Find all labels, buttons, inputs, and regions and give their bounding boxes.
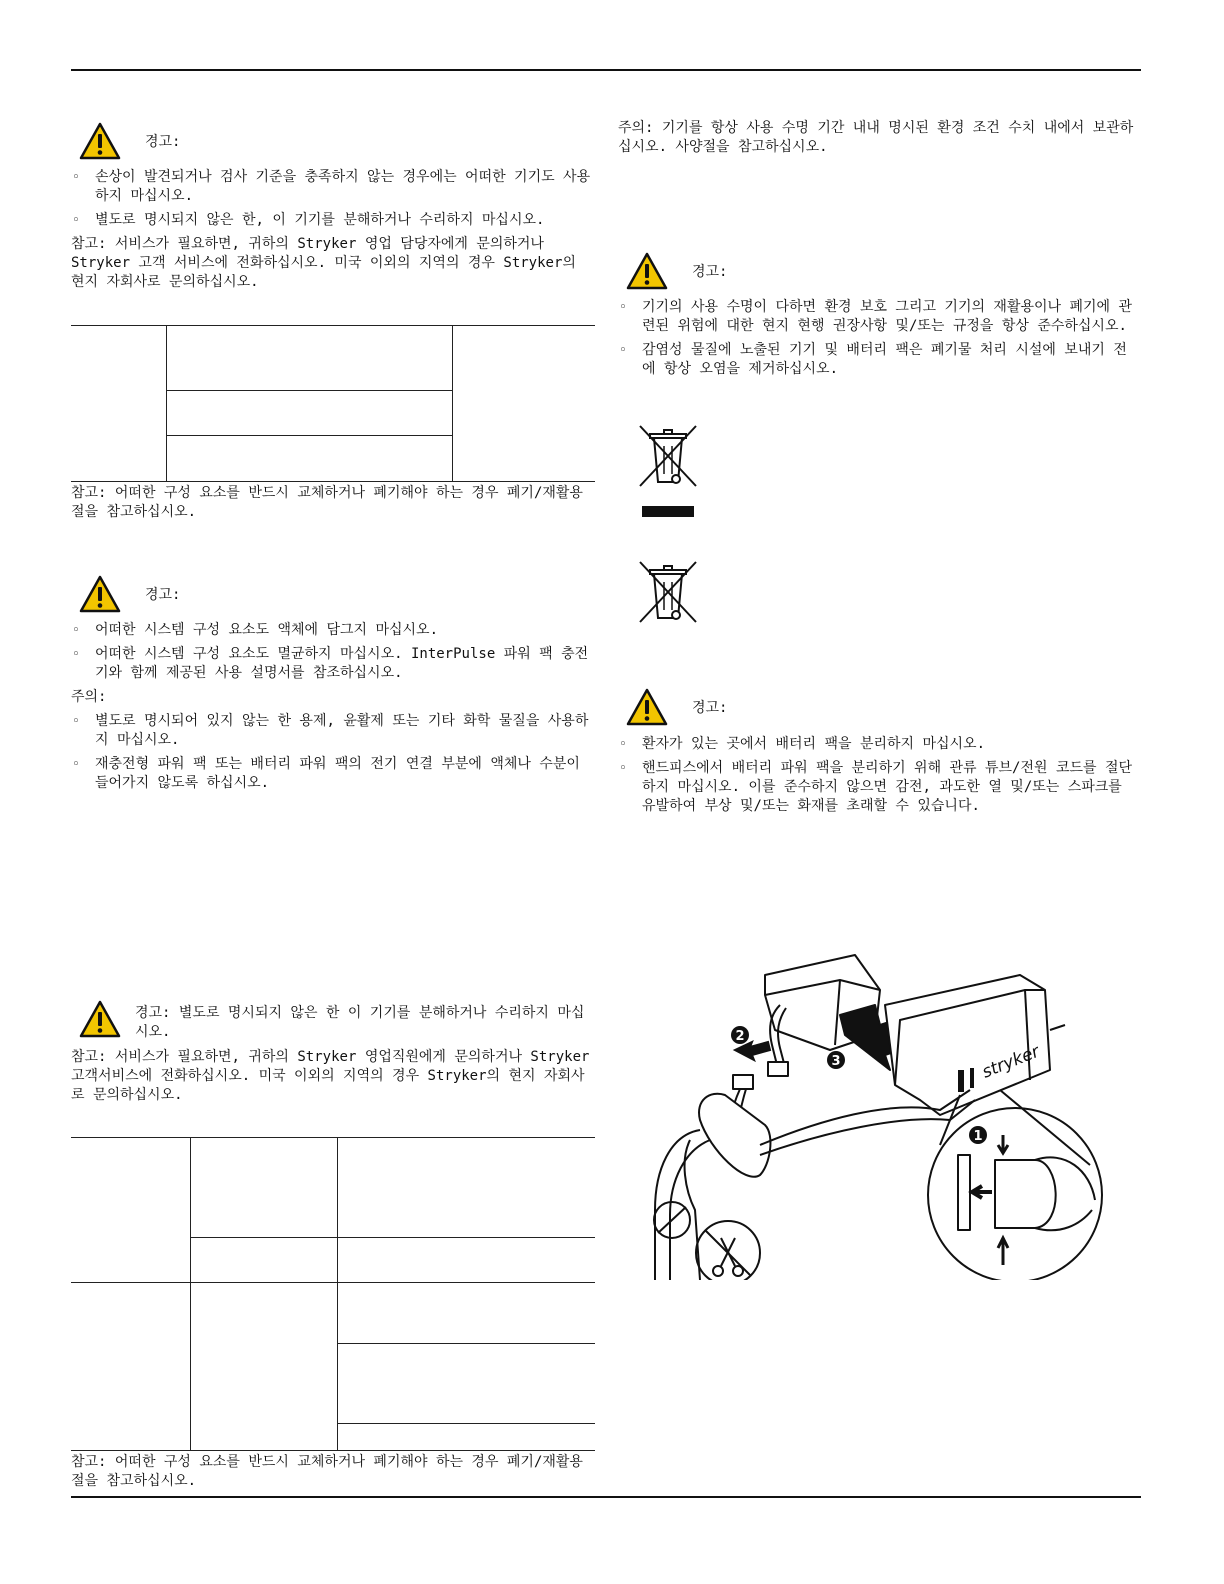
left-warning3-text: 경고: 별도로 명시되지 않은 한 이 기기를 분해하거나 수리하지 마십시오. (135, 1005, 585, 1040)
service-note: 참고: 서비스가 필요하면, 귀하의 Stryker 영업직원에게 문의하거나 Stryker 고객서비스에 전화하십시오. 미국 이외의 지역의 경우 Stryker의 현지 자회사로 문의하십시오. (71, 1049, 590, 1103)
press-down-arrow (998, 1135, 1008, 1153)
crossed-bin-icon (636, 560, 700, 628)
pull-arrow (735, 1042, 770, 1060)
list-item: ◦ 재충전형 파워 팩 또는 배터리 파워 팩의 전기 연결 부분에 액체나 수분이 들어가지 않도록 하십시오. (71, 755, 595, 793)
warning-label: 경고: (145, 587, 181, 603)
warning-icon (626, 688, 668, 726)
crossed-bin-with-bar-icon (636, 424, 700, 517)
top-rule (71, 69, 1141, 71)
battery-removal-figure (640, 950, 1110, 1280)
storage-caution: 주의: 기기를 항상 사용 수명 기간 내내 명시된 환경 조건 수치 내에서 보관하십시오. 사양절을 참고하십시오. (618, 120, 1134, 155)
warning-icon (626, 252, 668, 290)
step-3-badge: 3 (831, 1054, 841, 1069)
warning-label: 경고: (692, 264, 728, 280)
list-item: ◦ 환자가 있는 곳에서 배터리 팩을 분리하지 마십시오. (618, 735, 1140, 754)
list-item: ◦ 어떠한 시스템 구성 요소도 액체에 담그지 마십시오. (71, 621, 595, 640)
right-warning1-header (626, 252, 727, 290)
list-item: ◦ 어떠한 시스템 구성 요소도 멸균하지 마십시오. InterPulse 파워 팩 충전기와 함께 제공된 사용 설명서를 참조하십시오. (71, 645, 595, 683)
left-warning2-header (79, 575, 180, 613)
warning-icon (79, 122, 121, 160)
left-warning1-header (79, 122, 180, 160)
press-up-arrow (998, 1238, 1008, 1265)
warning-label: 경고: (145, 134, 181, 150)
list-item: ◦ 감염성 물질에 노출된 기기 및 배터리 팩은 폐기물 처리 시설에 보내기 전에 항상 오염을 제거하십시오. (618, 341, 1140, 379)
brand-logo: stryker (979, 1041, 1043, 1083)
list-item: ◦ 별도로 명시되어 있지 않는 한 용제, 윤활제 또는 기타 화학 물질을 사용하지 마십시오. (71, 712, 595, 750)
warning-icon (79, 1000, 121, 1038)
warning-icon (79, 575, 121, 613)
disposal-note: 참고: 어떠한 구성 요소를 반드시 교체하거나 폐기해야 하는 경우 폐기/재활용절을 참고하십시오. (71, 485, 583, 520)
right-warning2-header (626, 688, 727, 726)
list-item: ◦ 별도로 명시되지 않은 한, 이 기기를 분해하거나 수리하지 마십시오. (71, 211, 595, 230)
service-note: 참고: 서비스가 필요하면, 귀하의 Stryker 영업 담당자에게 문의하거나 Stryker 고객 서비스에 전화하십시오. 미국 이외의 지역의 경우 Stryker의 현지 자회사로 문의하십시오. (71, 236, 576, 290)
list-item: ◦ 손상이 발견되거나 검사 기준을 충족하지 않는 경우에는 어떠한 기기도 사용하지 마십시오. (71, 168, 595, 206)
slide-arrow (972, 1186, 992, 1198)
right-warning1-body (618, 298, 1140, 384)
disposal-note: 참고: 어떠한 구성 요소를 반드시 교체하거나 폐기해야 하는 경우 폐기/재활용절을 참고하십시오. (71, 1454, 583, 1489)
left-warning1-body (71, 168, 595, 292)
list-item: ◦ 핸드피스에서 배터리 파워 팩을 분리하기 위해 관류 튜브/전원 코드를 절단하지 마십시오. 이를 준수하지 않으면 감전, 과도한 열 및/또는 스파크를 유발하여 부상 및/또는 화재를 초래할 수 있습니다. (618, 759, 1140, 816)
warning-label: 경고: (692, 700, 728, 716)
list-item: ◦ 기기의 사용 수명이 다하면 환경 보호 그리고 기기의 재활용이나 폐기에 관련된 위험에 대한 현지 현행 권장사항 및/또는 규정을 항상 준수하십시오. (618, 298, 1140, 336)
step-1-badge: 1 (973, 1129, 983, 1144)
left-warning2-body (71, 621, 595, 798)
step-2-badge: 2 (735, 1029, 745, 1044)
bottom-rule (71, 1496, 1141, 1498)
caution-label: 주의: (71, 689, 107, 705)
right-warning2-body (618, 735, 1140, 821)
